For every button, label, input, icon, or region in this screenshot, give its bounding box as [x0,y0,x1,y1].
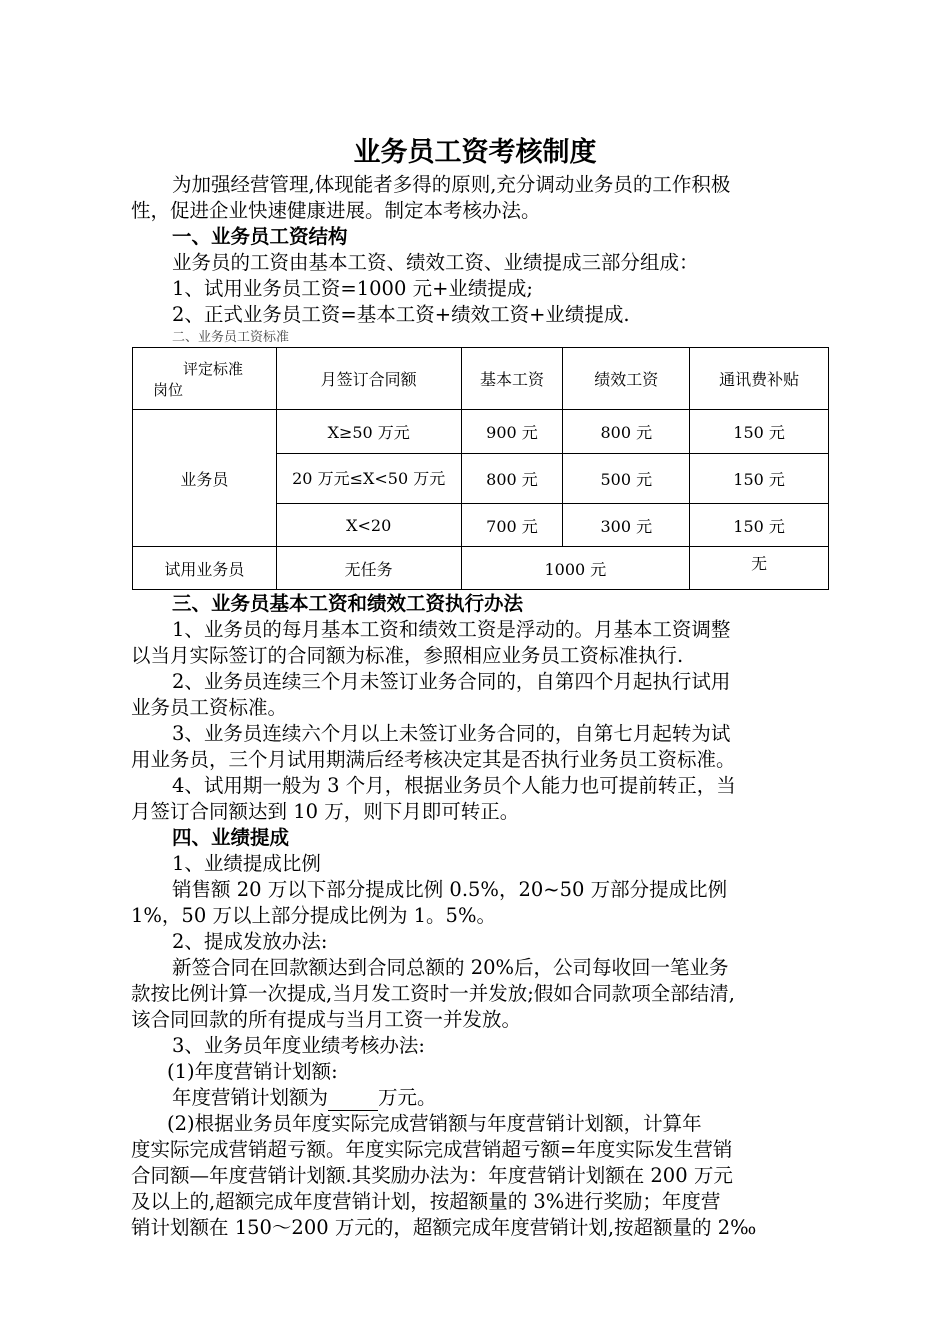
paragraph-line: 款按比例计算一次提成,当月发工资时一并发放;假如合同款项全部结清, [131,982,735,1005]
intro-line: 为加强经营管理,体现能者多得的原则,充分调动业务员的工作积极 [172,173,731,196]
table-cell: 无任务 [276,547,461,590]
table-cell: 800 元 [461,454,563,504]
trial-label-cell: 试用业务员 [133,547,277,590]
plan-amount-blank [328,1090,378,1111]
paragraph-line: 度实际完成营销超亏额。年度实际完成营销超亏额=年度实际发生营销 [131,1138,733,1161]
table-cell: 800 元 [563,410,690,454]
table-header-cell: 绩效工资 [563,348,690,410]
paragraph-line: 2、业务员连续三个月未签订业务合同的，自第四个月起执行试用 [172,670,731,693]
table-cell: 150 元 [690,454,829,504]
table-row-trial [133,547,829,590]
table-cell: X≥50 万元 [276,410,461,454]
paragraph-line: 3、业务员连续六个月以上未签订业务合同的，自第七月起转为试 [172,722,731,745]
intro-block [131,172,827,348]
header-criteria: 评定标准 [183,359,244,378]
paragraph-line: (2)根据业务员年度实际完成营销额与年度营销计划额，计算年 [167,1112,702,1135]
paragraph-line: 新签合同在回款额达到合同总额的 20%后，公司每收回一笔业务 [172,956,729,979]
intro-line: 性，促进企业快速健康进展。制定本考核办法。 [131,199,541,222]
table-cell: X<20 [276,504,461,547]
paragraph-line: 4、试用期一般为 3 个月，根据业务员个人能力也可提前转正，当 [172,774,736,797]
paragraph-line [131,1085,827,1111]
paragraph-line: 销计划额在 150～200 万元的，超额完成年度营销计划,按超额量的 2‰ [131,1216,757,1239]
paragraph-line: 2、正式业务员工资=基本工资+绩效工资+业绩提成. [172,303,630,326]
paragraph-line: 业务员工资标准。 [131,696,288,719]
table-corner-cell [133,348,277,410]
paragraph-line: 销售额 20 万以下部分提成比例 0.5%，20~50 万部分提成比例 [172,878,728,901]
paragraph-line: 及以上的,超额完成年度营销计划，按超额量的 3%进行奖励；年度营 [131,1190,721,1213]
section-heading: 四、业绩提成 [172,826,290,849]
salary-standard-table [132,347,829,590]
paragraph-line: 业务员的工资由基本工资、绩效工资、业绩提成三部分组成： [172,251,699,274]
table-cell: 20 万元≤X<50 万元 [276,454,461,504]
paragraph-line: 3、业务员年度业绩考核办法: [172,1034,425,1057]
paragraph-line: (1)年度营销计划额: [167,1060,338,1083]
page-title: 业务员工资考核制度 [353,137,597,168]
section-heading-small: 二、业务员工资标准 [172,330,290,345]
group-label-cell: 业务员 [133,410,277,547]
paragraph-line: 2、提成发放办法: [172,930,328,953]
section3-block [131,591,827,1241]
paragraph-line: 1、业绩提成比例 [172,852,321,875]
table-cell: 无 [690,547,829,590]
paragraph-line: 该合同回款的所有提成与当月工资一并发放。 [131,1008,522,1031]
header-position: 岗位 [153,380,184,399]
section-heading: 三、业务员基本工资和绩效工资执行办法 [172,592,524,615]
paragraph-line: 1、业务员的每月基本工资和绩效工资是浮动的。月基本工资调整 [172,618,731,641]
table-cell: 150 元 [690,504,829,547]
paragraph-line: 月签订合同额达到 10 万，则下月即可转正。 [131,800,520,823]
table-cell: 300 元 [563,504,690,547]
plan-amount-prefix: 年度营销计划额为 [172,1086,329,1109]
table-cell: 500 元 [563,454,690,504]
table-row [133,410,829,454]
table-header-cell: 基本工资 [461,348,563,410]
section-heading: 一、业务员工资结构 [172,225,348,248]
table-cell: 700 元 [461,504,563,547]
table-header-row [133,348,829,410]
plan-amount-suffix: 万元。 [378,1086,437,1109]
table-cell-merged: 1000 元 [461,547,690,590]
table-header-cell: 通讯费补贴 [690,348,829,410]
paragraph-line: 以当月实际签订的合同额为标准，参照相应业务员工资标准执行. [131,644,684,667]
table-cell: 150 元 [690,410,829,454]
table-cell: 900 元 [461,410,563,454]
paragraph-line: 用业务员，三个月试用期满后经考核决定其是否执行业务员工资标准。 [131,748,736,771]
paragraph-line: 1%，50 万以上部分提成比例为 1。5%。 [131,904,496,927]
paragraph-line: 1、试用业务员工资=1000 元+业绩提成; [172,277,533,300]
paragraph-line: 合同额—年度营销计划额.其奖励办法为：年度营销计划额在 200 万元 [131,1164,733,1187]
table-header-cell: 月签订合同额 [276,348,461,410]
